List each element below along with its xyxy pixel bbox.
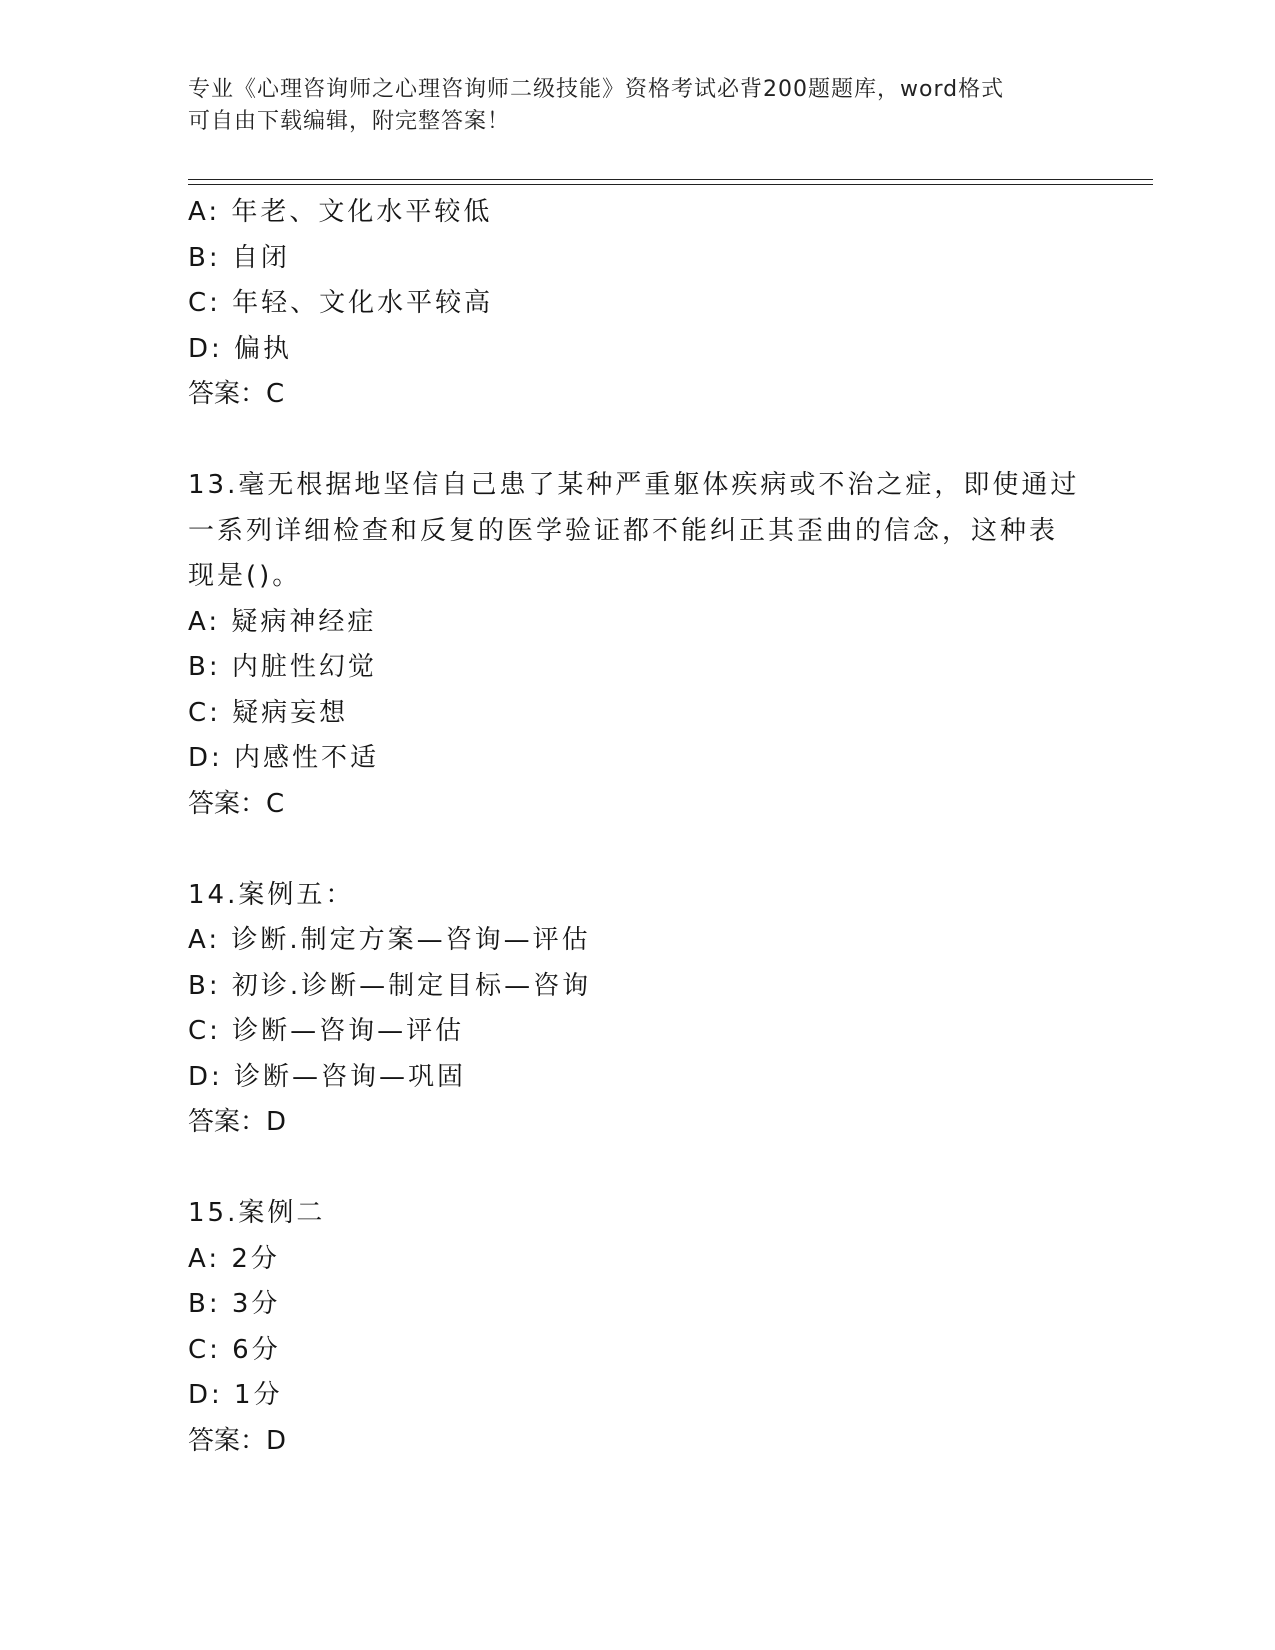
q14-answer: 答案：D	[188, 1107, 287, 1137]
q12-option-d: D: 偏执	[188, 333, 293, 364]
header-divider-bottom	[188, 184, 1153, 185]
document-header	[188, 74, 1088, 138]
q15-option-a: A: 2分	[188, 1243, 280, 1274]
question-13-block	[188, 463, 1088, 827]
q13-question-line-2: 一系列详细检查和反复的医学验证都不能纠正其歪曲的信念，这种表	[188, 515, 1059, 546]
q14-option-a: A: 诊断.制定方案—咨询—评估	[188, 925, 591, 955]
q12-option-c: C: 年轻、文化水平较高	[188, 288, 494, 318]
q13-option-d: D: 内感性不适	[188, 743, 380, 773]
q13-question-line-3: 现是()。	[188, 561, 302, 591]
q15-option-b: B: 3分	[188, 1289, 281, 1319]
q12-option-a: A: 年老、文化水平较低	[188, 197, 493, 227]
q14-option-c: C: 诊断—咨询—评估	[188, 1016, 465, 1046]
q14-option-d: D: 诊断—咨询—巩固	[188, 1061, 467, 1092]
q13-answer: 答案：C	[188, 788, 285, 819]
q12-answer: 答案：C	[188, 379, 285, 409]
q15-option-c: C: 6分	[188, 1334, 281, 1365]
q13-option-a: A: 疑病神经症	[188, 606, 377, 637]
q15-option-d: D: 1分	[188, 1380, 283, 1410]
question-14-block	[188, 873, 1088, 1146]
header-line-2: 可自由下载编辑，附完整答案！	[188, 109, 511, 134]
q13-question-line-1: 13.毫无根据地坚信自己患了某种严重躯体疾病或不治之症，即使通过	[188, 470, 1080, 500]
spacer	[188, 827, 1088, 873]
header-divider-top	[188, 179, 1153, 180]
question-list	[188, 190, 1088, 1464]
question-15-block	[188, 1191, 1088, 1464]
q13-option-b: B: 内脏性幻觉	[188, 652, 377, 682]
spacer	[188, 418, 1088, 464]
spacer	[188, 1146, 1088, 1192]
q14-option-b: B: 初诊.诊断—制定目标—咨询	[188, 970, 592, 1001]
header-line-1: 专业《心理咨询师之心理咨询师二级技能》资格考试必背200题题库，word格式	[188, 77, 1005, 102]
q15-answer: 答案：D	[188, 1425, 287, 1456]
q12-option-b: B: 自闭	[188, 242, 290, 273]
q14-question: 14.案例五：	[188, 879, 355, 910]
q15-question: 15.案例二	[188, 1198, 326, 1228]
q13-option-c: C: 疑病妄想	[188, 697, 349, 728]
question-12-block	[188, 190, 1088, 418]
